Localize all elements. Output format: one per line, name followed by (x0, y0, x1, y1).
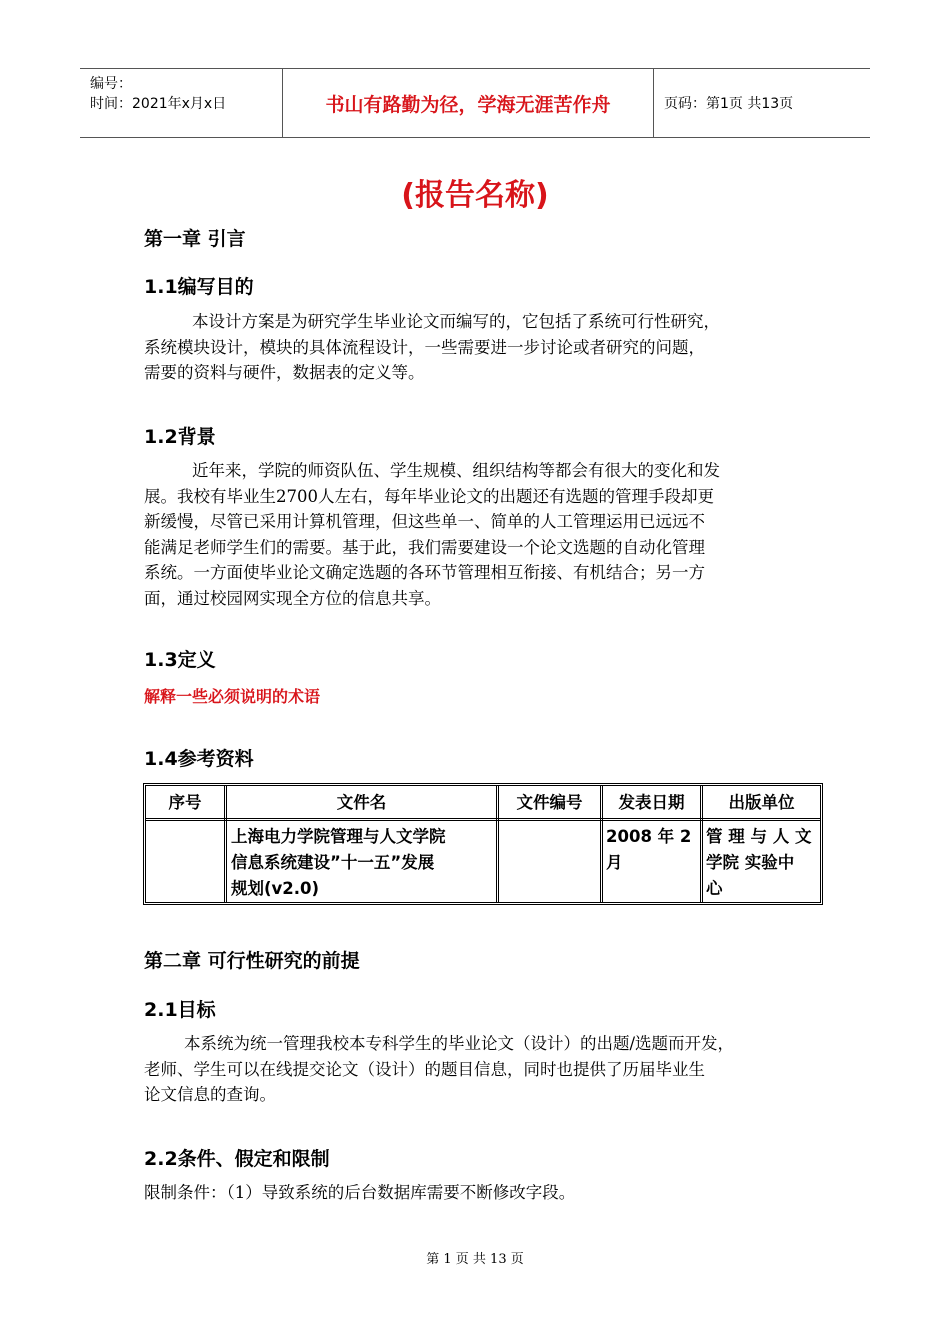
section-1-3-heading: 1.3定义 (144, 649, 216, 671)
reference-table (143, 783, 823, 905)
section-1-2-paragraph: 近年来，学院的师资队伍、学生规模、组织结构等都会有很大的变化和发 展。我校有毕业生2700人左右，每年毕业论文的出题还有选题的管理手段却更 新缓慢，尽管已采用计算机管理，但这些单一、简单的人工管理运用已远远不 能满足老师学生们的需要。基于此，我们需要建设一个论文选题的自动化管理 系统。一方面使毕业论文确定选题的各环节管理相互衔接、有机结合；另一方 面，通过校园网实现全方位的信息共享。 (144, 461, 720, 608)
row-publisher: 管 理 与 人 文 学院 实验中 心 (706, 827, 812, 898)
row-date: 2008 年 2 月 (606, 827, 692, 872)
col-header-code: 文件编号 (516, 793, 583, 812)
section-1-2-heading: 1.2背景 (144, 426, 216, 448)
time-label: 时间：2021年x月x日 (90, 96, 227, 112)
col-header-name: 文件名 (336, 793, 387, 812)
chapter2-heading: 第二章 可行性研究的前提 (144, 950, 360, 972)
section-1-1-heading: 1.1编写目的 (144, 276, 254, 298)
number-label: 编号： (90, 76, 132, 92)
section-1-1-paragraph: 本设计方案是为研究学生毕业论文而编写的，它包括了系统可行性研究， 系统模块设计，模块的具体流程设计，一些需要进一步讨论或者研究的问题， 需要的资料与硬件，数据表的定义等。 (144, 312, 720, 383)
section-2-2-heading: 2.2条件、假定和限制 (144, 1148, 330, 1170)
section-2-1-heading: 2.1目标 (144, 999, 216, 1021)
header-meta-cell (80, 69, 283, 137)
section-1-4-heading: 1.4参考资料 (144, 748, 254, 770)
table-divider (146, 818, 820, 821)
chapter1-heading: 第一章 引言 (144, 228, 246, 250)
definition-note: 解释一些必须说明的术语 (144, 687, 321, 706)
col-header-date: 发表日期 (618, 793, 685, 812)
report-title: (报告名称) (401, 178, 549, 213)
header-motto: 书山有路勤为径，学海无涯苦作舟 (283, 69, 654, 137)
row-file-name: 上海电力学院管理与人文学院 信息系统建设”十一五”发展 规划(v2.0) (231, 827, 446, 898)
page-footer: 第 1 页 共 13 页 (426, 1252, 524, 1267)
section-2-2-paragraph: 限制条件：（1）导致系统的后台数据库需要不断修改字段。 (144, 1183, 576, 1202)
page-header (80, 68, 870, 138)
section-2-1-paragraph: 本系统为统一管理我校本专科学生的毕业论文（设计）的出题/选题而开发， 老师、学生可以在线提交论文（设计）的题目信息，同时也提供了历届毕业生 论文信息的查询。 (144, 1034, 735, 1105)
col-header-no: 序号 (168, 793, 202, 812)
col-header-publisher: 出版单位 (728, 793, 795, 812)
header-page-info: 页码：第1页 共13页 (664, 96, 794, 112)
